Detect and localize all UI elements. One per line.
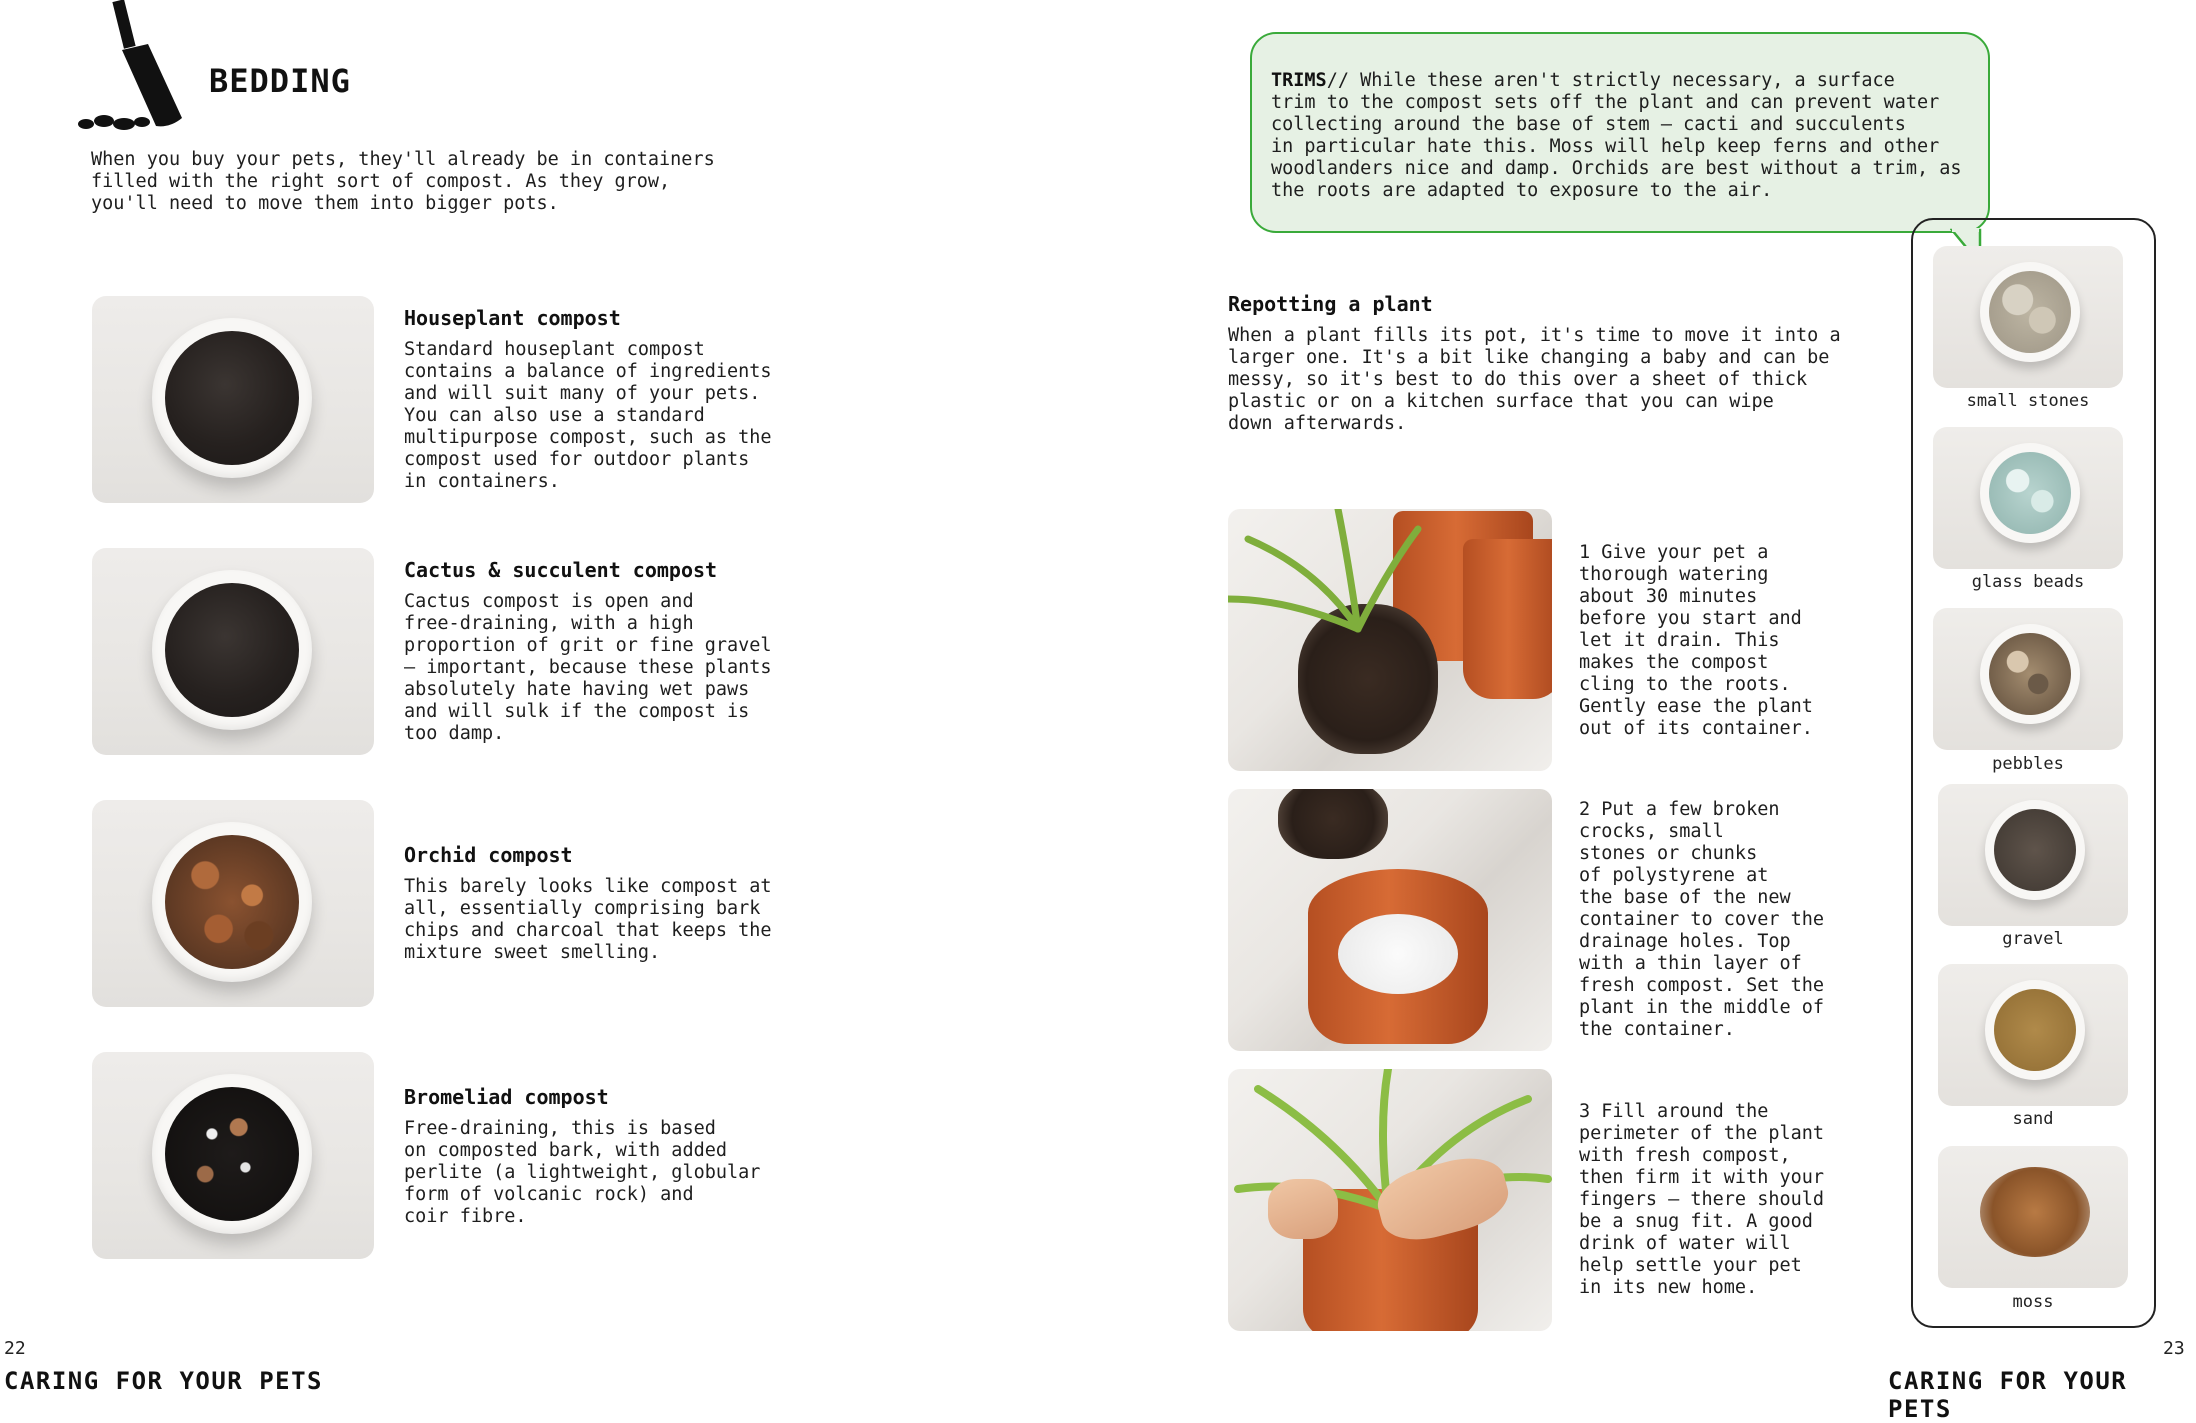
- repot-step-3-photo: [1228, 1069, 1552, 1331]
- pebbles-photo: [1933, 608, 2123, 750]
- sample-caption: moss: [2012, 1292, 2054, 1312]
- trims-body: // While these aren't strictly necessary, a surface trim to the compost sets off the plant and can prevent water collecting around the base of stem – cacti and succulents in particular hate this. Moss will help keep ferns and other woodlanders nice and damp. Orchids are best without a trim, as the roots are adapted to exposure to the air.: [1271, 70, 1962, 201]
- page-number-left: 22: [4, 1338, 26, 1359]
- cactus-compost-photo: [92, 548, 374, 755]
- repotting-heading: Repotting a plant: [1228, 292, 1433, 316]
- compost-text: Free-draining, this is based on composted bark, with added perlite (a lightweight, globular form of volcanic rock) and coir fibre.: [404, 1118, 761, 1227]
- page-number-right: 23: [2163, 1338, 2185, 1359]
- sample-caption: small stones: [1966, 391, 2090, 411]
- compost-text: Standard houseplant compost contains a balance of ingredients and will suit many of your pets. You can also use a standard multipurpose compost, such as the compost used for outdoor plants in containers.: [404, 339, 772, 492]
- compost-text: Cactus compost is open and free-draining, with a high proportion of grit or fine gravel – important, because these plants absolutely hate having wet paws and will sulk if the compost is too damp.: [404, 591, 772, 744]
- moss-photo: [1938, 1146, 2128, 1288]
- trims-text: [1271, 70, 1971, 202]
- sand-photo: [1938, 964, 2128, 1106]
- sample-caption: glass beads: [1971, 572, 2085, 592]
- repotting-text: When a plant fills its pot, it's time to move it into a larger one. It's a bit like changing a baby and can be messy, so it's best to do this over a sheet of thick plastic or on a kitchen surface that you can wipe down afterwards.: [1228, 325, 1841, 434]
- page-title: BEDDING: [209, 62, 351, 100]
- compost-text: This barely looks like compost at all, essentially comprising bark chips and charcoal that keeps the mixture sweet smelling.: [404, 876, 772, 963]
- compost-heading: Bromeliad compost: [404, 1085, 609, 1109]
- bromeliad-compost-photo: [92, 1052, 374, 1259]
- sample-caption: gravel: [2002, 929, 2064, 949]
- orchid-compost-photo: [92, 800, 374, 1007]
- trowel-icon: [78, 0, 188, 132]
- compost-heading: Houseplant compost: [404, 306, 621, 330]
- sample-caption: pebbles: [1992, 754, 2064, 774]
- small-stones-photo: [1933, 246, 2123, 388]
- footer-right: CARING FOR YOUR PETS: [1888, 1367, 2128, 1423]
- footer-left: CARING FOR YOUR PETS: [4, 1367, 323, 1395]
- sample-caption: sand: [2012, 1109, 2054, 1129]
- repot-step-1-photo: [1228, 509, 1552, 771]
- compost-heading: Cactus & succulent compost: [404, 558, 718, 582]
- gravel-photo: [1938, 784, 2128, 926]
- repot-step-2-photo: [1228, 789, 1552, 1051]
- step-text: 3 Fill around the perimeter of the plant with fresh compost, then firm it with your fingers – there should be a snug fit. A good drink of water will help settle your pet in its new home.: [1579, 1101, 1825, 1298]
- step-text: 1 Give your pet a thorough watering about 30 minutes before you start and let it drain. This makes the compost cling to the roots. Gently ease the plant out of its container.: [1579, 542, 1813, 739]
- houseplant-compost-photo: [92, 296, 374, 503]
- glass-beads-photo: [1933, 427, 2123, 569]
- trims-label: TRIMS: [1271, 70, 1327, 91]
- step-text: 2 Put a few broken crocks, small stones or chunks of polystyrene at the base of the new container to cover the drainage holes. Top with a thin layer of fresh compost. Set the plant in the middle of the container.: [1579, 799, 1825, 1040]
- compost-heading: Orchid compost: [404, 843, 573, 867]
- intro-text: When you buy your pets, they'll already be in containers filled with the right sort of compost. As they grow, you'll need to move them into bigger pots.: [91, 149, 715, 214]
